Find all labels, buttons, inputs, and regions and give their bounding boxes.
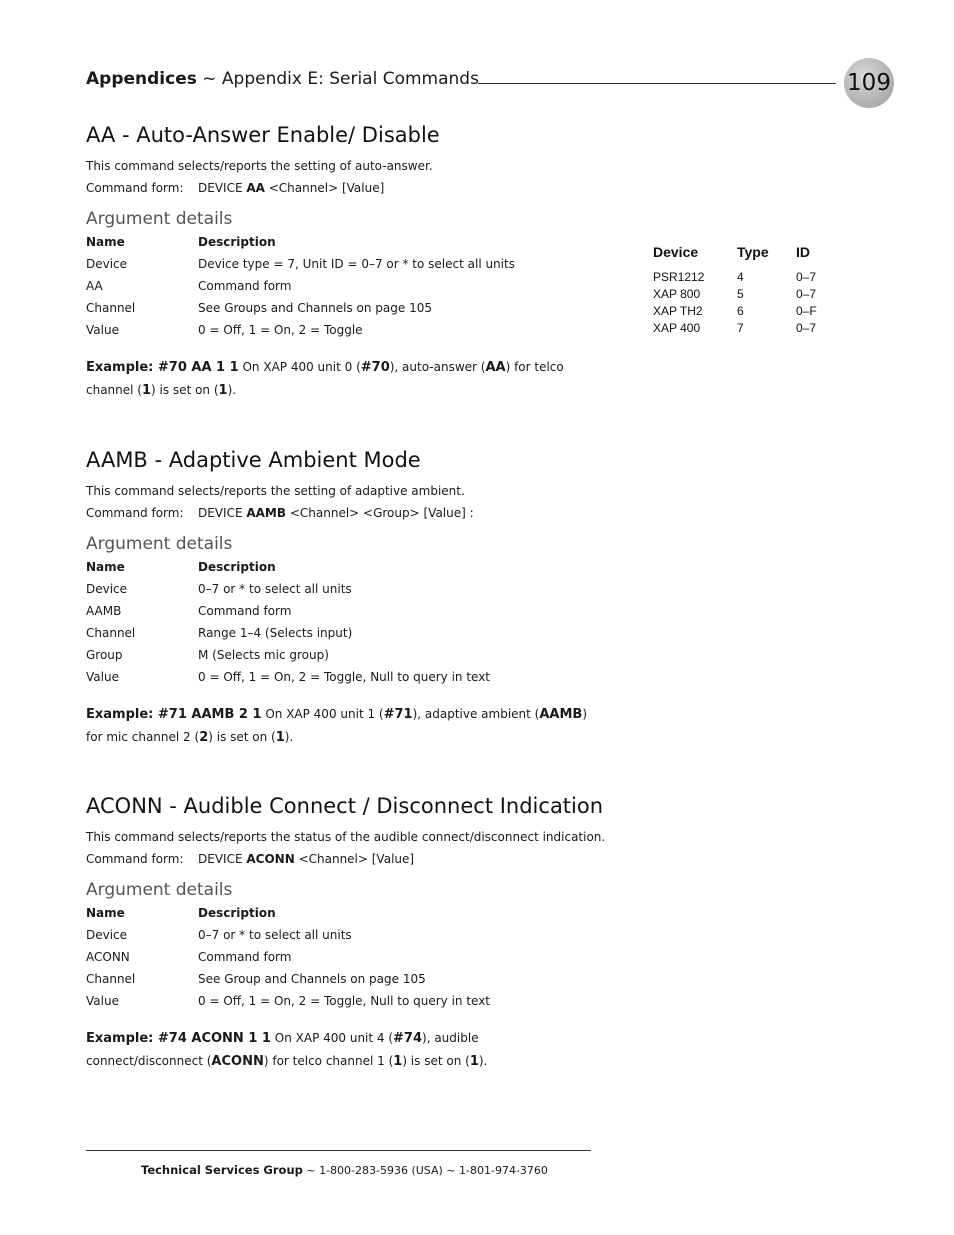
id-cell: 0–7 [796, 270, 817, 284]
device-col-header: Device [653, 244, 699, 260]
id-cell: 0–F [796, 304, 817, 318]
table-row [86, 253, 606, 275]
type-col-header: Type [737, 244, 769, 260]
example-bold: #74 [393, 1031, 423, 1046]
page-header [86, 66, 896, 116]
header-appendix: Appendix E: Serial Commands [221, 69, 479, 89]
table-row [86, 946, 606, 968]
device-cell: XAP 400 [653, 321, 701, 335]
command-form [86, 177, 606, 199]
arg-name: Group [86, 648, 123, 662]
arg-name: Device [86, 582, 128, 596]
example-label: Example: #71 AAMB 2 1 [86, 707, 262, 722]
section-aa [86, 123, 606, 402]
arg-description: Range 1–4 (Selects input) [198, 626, 353, 640]
example-text: ) is set on ( [151, 383, 219, 397]
arg-description: M (Selects mic group) [198, 648, 329, 662]
header-section: Appendices [86, 69, 197, 89]
example-bold: 1 [141, 383, 152, 398]
example-text: ) for telco channel 1 ( [263, 1054, 394, 1068]
table-row [86, 297, 606, 319]
device-table-header [653, 244, 817, 270]
arg-description: 0 = Off, 1 = On, 2 = Toggle, Null to query in text [198, 994, 491, 1008]
argument-details-heading: Argument details [86, 534, 233, 554]
example-text: On XAP 400 unit 0 ( [238, 360, 361, 374]
section-aconn [86, 794, 606, 1073]
command-prefix: DEVICE [198, 181, 247, 195]
arg-name: AAMB [86, 604, 122, 618]
table-row [653, 270, 817, 287]
example-bold: AAMB [539, 707, 583, 722]
device-cell: XAP TH2 [653, 304, 703, 318]
command-prefix: DEVICE [198, 852, 247, 866]
table-row [86, 622, 606, 644]
arg-name: AA [86, 279, 103, 293]
command-args: <Channel> [Value] [294, 852, 415, 866]
name-col-header: Name [86, 560, 125, 574]
table-row [86, 275, 606, 297]
command-form-label: Command form: [86, 181, 184, 195]
type-cell: 6 [737, 304, 744, 318]
arg-name: Channel [86, 301, 136, 315]
header-separator: ~ [196, 69, 222, 89]
example-bold: 1 [393, 1054, 403, 1069]
example-bold: #71 [383, 707, 413, 722]
arg-description: 0–7 or * to select all units [198, 928, 352, 942]
section-title: AAMB - Adaptive Ambient Mode [86, 448, 421, 472]
example-bold: ACONN [211, 1054, 264, 1069]
example-bold: 1 [218, 383, 228, 398]
table-row [653, 321, 817, 338]
description-col-header: Description [198, 235, 276, 249]
example-paragraph [86, 703, 591, 749]
arg-description: Command form [198, 950, 292, 964]
command-keyword: AA [246, 181, 265, 195]
arg-name: Device [86, 928, 128, 942]
section-title: AA - Auto-Answer Enable/ Disable [86, 123, 440, 147]
example-text: ) for mic channel 2 ( [86, 707, 588, 744]
name-col-header: Name [86, 906, 125, 920]
table-row [86, 600, 606, 622]
example-text: ), audible connect/disconnect ( [86, 1031, 479, 1068]
arg-description: Command form [198, 604, 292, 618]
table-row [86, 990, 606, 1012]
page-footer [141, 1163, 548, 1177]
table-row [86, 968, 606, 990]
command-form [86, 848, 606, 870]
example-paragraph [86, 1027, 526, 1073]
page-number-badge: 109 [844, 58, 894, 108]
id-col-header: ID [796, 244, 810, 260]
table-row [653, 287, 817, 304]
arg-name: Channel [86, 972, 136, 986]
arg-name: Device [86, 257, 128, 271]
section-title: ACONN - Audible Connect / Disconnect Indication [86, 794, 604, 818]
arg-description: 0 = Off, 1 = On, 2 = Toggle [198, 323, 363, 337]
command-form [86, 502, 606, 524]
example-label: Example: #74 ACONN 1 1 [86, 1031, 271, 1046]
example-bold: AA [485, 360, 506, 375]
command-args: <Channel> [Value] [264, 181, 385, 195]
argument-table-header [86, 231, 606, 253]
table-row [86, 319, 606, 341]
argument-details-heading: Argument details [86, 880, 233, 900]
command-prefix: DEVICE [198, 506, 247, 520]
name-col-header: Name [86, 235, 125, 249]
example-text: ). [284, 730, 294, 744]
section-description: This command selects/reports the setting of adaptive ambient. [86, 484, 465, 498]
arg-name: Value [86, 670, 119, 684]
arg-name: Channel [86, 626, 136, 640]
example-text: ) for telco channel ( [86, 360, 564, 397]
argument-table-header [86, 902, 606, 924]
arg-description: 0–7 or * to select all units [198, 582, 352, 596]
description-col-header: Description [198, 560, 276, 574]
table-row [653, 304, 817, 321]
example-bold: 1 [469, 1054, 479, 1069]
example-text: ), auto-answer ( [389, 360, 486, 374]
section-description: This command selects/reports the status of the audible connect/disconnect indication. [86, 830, 606, 844]
device-cell: PSR1212 [653, 270, 705, 284]
table-row [86, 644, 606, 666]
arg-description: Device type = 7, Unit ID = 0–7 or * to select all units [198, 257, 515, 271]
arg-description: 0 = Off, 1 = On, 2 = Toggle, Null to query in text [198, 670, 491, 684]
arg-description: See Groups and Channels on page 105 [198, 301, 432, 315]
arg-name: Value [86, 323, 119, 337]
footer-contact: ~ 1-800-283-5936 (USA) ~ 1-801-974-3760 [302, 1164, 548, 1177]
command-args: <Channel> <Group> [Value] : [286, 506, 474, 520]
command-keyword: AAMB [246, 506, 287, 520]
device-type-table [653, 244, 817, 338]
example-bold: 2 [199, 730, 209, 745]
section-aamb [86, 448, 606, 749]
example-paragraph [86, 356, 586, 402]
example-bold: #70 [360, 360, 390, 375]
example-text: ) is set on ( [402, 1054, 470, 1068]
type-cell: 7 [737, 321, 744, 335]
device-cell: XAP 800 [653, 287, 701, 301]
id-cell: 0–7 [796, 287, 817, 301]
example-text: ). [478, 1054, 488, 1068]
header-rule [478, 83, 836, 84]
example-label: Example: #70 AA 1 1 [86, 360, 239, 375]
command-keyword: ACONN [246, 852, 295, 866]
command-form-label: Command form: [86, 852, 184, 866]
section-description: This command selects/reports the setting of auto-answer. [86, 159, 433, 173]
example-text: On XAP 400 unit 1 ( [261, 707, 384, 721]
footer-group: Technical Services Group [141, 1163, 303, 1177]
table-row [86, 924, 606, 946]
type-cell: 4 [737, 270, 744, 284]
argument-details-heading: Argument details [86, 209, 233, 229]
example-text: ), adaptive ambient ( [412, 707, 540, 721]
header-title [86, 69, 479, 89]
arg-name: Value [86, 994, 119, 1008]
arg-description: See Group and Channels on page 105 [198, 972, 426, 986]
description-col-header: Description [198, 906, 276, 920]
example-text: ). [227, 383, 237, 397]
example-bold: 1 [275, 730, 285, 745]
table-row [86, 578, 606, 600]
table-row [86, 666, 606, 688]
type-cell: 5 [737, 287, 744, 301]
example-text: ) is set on ( [208, 730, 276, 744]
example-text: On XAP 400 unit 4 ( [270, 1031, 394, 1045]
arg-name: ACONN [86, 950, 130, 964]
footer-rule [86, 1150, 591, 1151]
id-cell: 0–7 [796, 321, 817, 335]
command-form-label: Command form: [86, 506, 184, 520]
arg-description: Command form [198, 279, 292, 293]
argument-table-header [86, 556, 606, 578]
